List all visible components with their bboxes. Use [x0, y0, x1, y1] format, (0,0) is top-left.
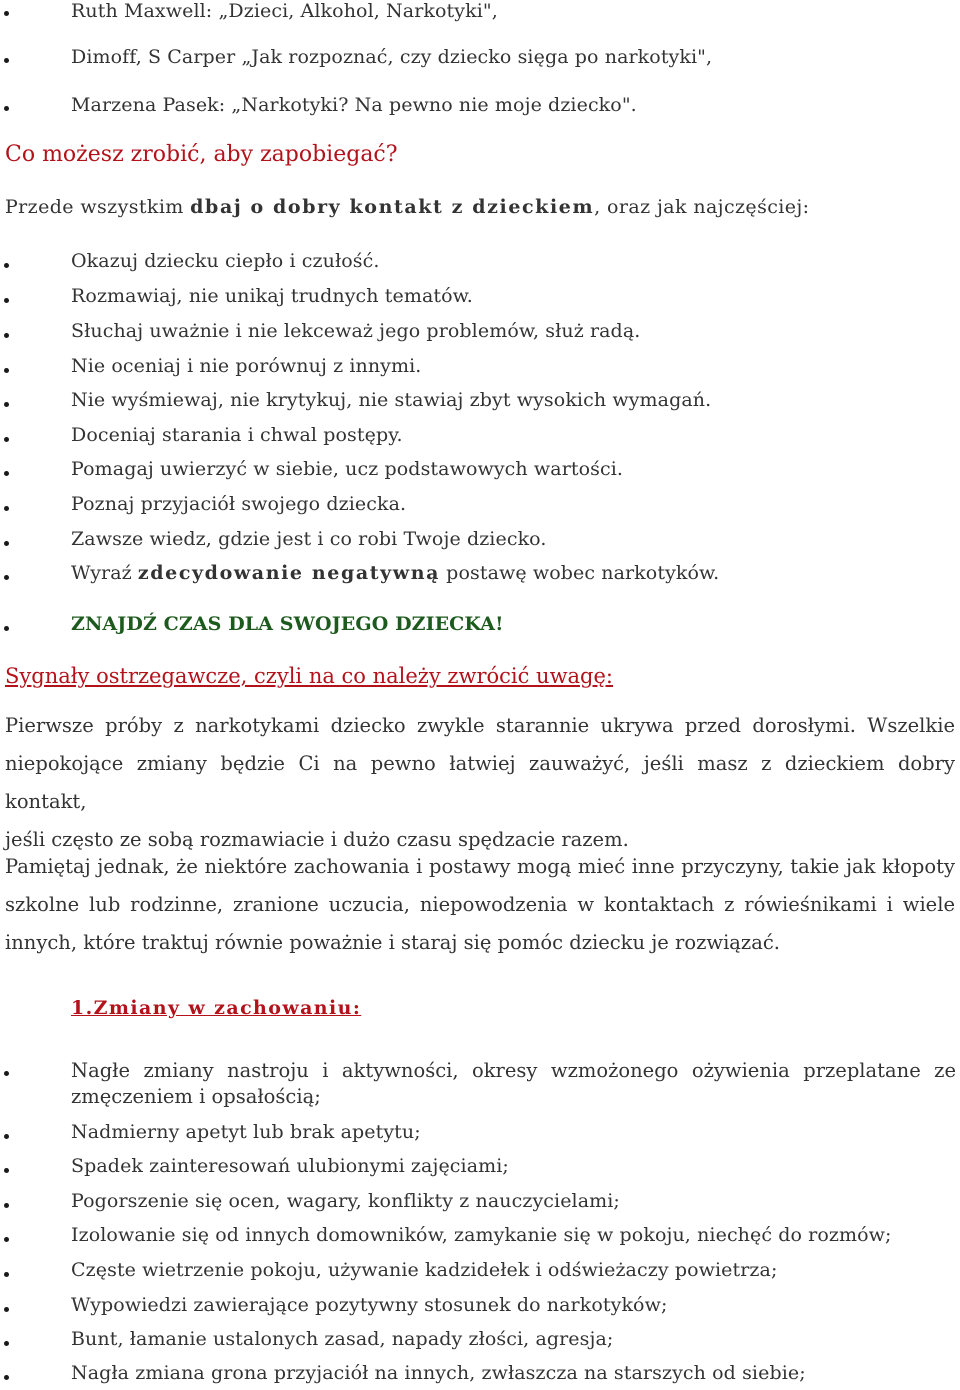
bullet-icon: [4, 437, 9, 442]
paragraph-line: Pierwsze próby z narkotykami dziecko zwykle starannie ukrywa przed dorosłymi. Wszelkie: [5, 714, 955, 737]
behavior-text: Nadmierny apetyt lub brak apetytu;: [71, 1121, 421, 1143]
bullet-icon: [4, 1375, 9, 1380]
bullet-icon: [4, 1168, 9, 1173]
tip-text: Doceniaj starania i chwal postępy.: [71, 424, 403, 446]
behavior-line: zmęczeniem i opsałością;: [71, 1085, 321, 1108]
bullet-icon: [4, 263, 9, 268]
behavior-text: Nagła zmiana grona przyjaciół na innych, zwłaszcza na starszych od siebie;: [71, 1362, 806, 1384]
behavior-subheading: 1.Zmiany w zachowaniu:: [71, 997, 362, 1019]
bullet-icon: [4, 1203, 9, 1208]
bullet-icon: [4, 11, 9, 16]
book-title: Dimoff, S Carper „Jak rozpoznać, czy dziecko sięga po narkotyki",: [71, 46, 713, 68]
bullet-icon: [4, 506, 9, 511]
intro-emphasis: dbaj o dobry kontakt z dzieckiem: [190, 196, 595, 218]
bullet-icon: [4, 1237, 9, 1242]
bullet-icon: [4, 106, 9, 111]
bullet-icon: [4, 626, 9, 631]
warning-heading: Sygnały ostrzegawcze, czyli na co należy zwrócić uwagę:: [5, 664, 614, 688]
paragraph-line: innych, które traktuj równie poważnie i staraj się pomóc dziecku je rozwiązać.: [5, 931, 780, 954]
tip-text: Rozmawiaj, nie unikaj trudnych tematów.: [71, 285, 473, 307]
tip-text: Nie wyśmiewaj, nie krytykuj, nie stawiaj zbyt wysokich wymagań.: [71, 389, 712, 411]
paragraph-line: jeśli często ze sobą rozmawiacie i dużo czasu spędzacie razem.: [5, 828, 629, 851]
bullet-icon: [4, 1307, 9, 1312]
bullet-icon: [4, 333, 9, 338]
tip-text: Poznaj przyjaciół swojego dziecka.: [71, 493, 407, 515]
tip-text: Nie oceniaj i nie porównuj z innymi.: [71, 355, 422, 377]
tip-text-part: Wyraź: [71, 562, 138, 584]
paragraph-line: niepokojące zmiany będzie Ci na pewno łatwiej zauważyć, jeśli masz z dzieckiem dobry kontakt,: [5, 752, 955, 813]
behavior-text: Bunt, łamanie ustalonych zasad, napady złości, agresja;: [71, 1328, 614, 1350]
bullet-icon: [4, 575, 9, 580]
behavior-text: Izolowanie się od innych domowników, zamykanie się w pokoju, niechęć do rozmów;: [71, 1224, 892, 1246]
bullet-icon: [4, 1341, 9, 1346]
bullet-icon: [4, 471, 9, 476]
behavior-text: [71, 1058, 956, 1110]
bullet-icon: [4, 368, 9, 373]
behavior-text: Pogorszenie się ocen, wagary, konflikty z nauczycielami;: [71, 1190, 620, 1212]
tip-emphasis: zdecydowanie negatywną: [137, 562, 441, 584]
bullet-icon: [4, 1272, 9, 1277]
prevention-heading: Co możesz zrobić, aby zapobiegać?: [5, 142, 398, 167]
tip-text: Słuchaj uważnie i nie lekceważ jego problemów, służ radą.: [71, 320, 641, 342]
behavior-text: Spadek zainteresowań ulubionymi zajęciami;: [71, 1155, 509, 1177]
tip-text: Pomagaj uwierzyć w siebie, ucz podstawowych wartości.: [71, 458, 624, 480]
tip-text: [71, 562, 719, 584]
paragraph-line: szkolne lub rodzinne, zranione uczucia, niepowodzenia w kontaktach z rówieśnikami i wiele: [5, 893, 955, 916]
bullet-icon: [4, 298, 9, 303]
tip-text-part: postawę wobec narkotyków.: [440, 562, 720, 584]
warning-paragraph-1: [5, 707, 955, 859]
behavior-line: Nagłe zmiany nastroju i aktywności, okresy wzmożonego ożywienia przeplatane ze: [71, 1059, 956, 1082]
intro-text: Przede wszystkim: [5, 196, 191, 218]
slogan: ZNAJDŹ CZAS DLA SWOJEGO DZIECKA!: [71, 613, 504, 635]
book-title: Ruth Maxwell: „Dzieci, Alkohol, Narkotyki",: [71, 0, 498, 22]
warning-paragraph-2: [5, 848, 955, 962]
bullet-icon: [4, 1134, 9, 1139]
paragraph-line: Pamiętaj jednak, że niektóre zachowania i postawy mogą mieć inne przyczyny, takie jak kłopoty: [5, 855, 955, 878]
prevention-intro: [5, 196, 809, 218]
tip-text: Okazuj dziecku ciepło i czułość.: [71, 250, 380, 272]
book-title: Marzena Pasek: „Narkotyki? Na pewno nie moje dziecko".: [71, 94, 637, 116]
bullet-icon: [4, 541, 9, 546]
behavior-text: Częste wietrzenie pokoju, używanie kadzidełek i odświeżaczy powietrza;: [71, 1259, 778, 1281]
bullet-icon: [4, 58, 9, 63]
bullet-icon: [4, 1071, 9, 1076]
intro-text: , oraz jak najczęściej:: [594, 196, 810, 218]
behavior-text: Wypowiedzi zawierające pozytywny stosunek do narkotyków;: [71, 1294, 668, 1316]
bullet-icon: [4, 402, 9, 407]
tip-text: Zawsze wiedz, gdzie jest i co robi Twoje dziecko.: [71, 528, 547, 550]
